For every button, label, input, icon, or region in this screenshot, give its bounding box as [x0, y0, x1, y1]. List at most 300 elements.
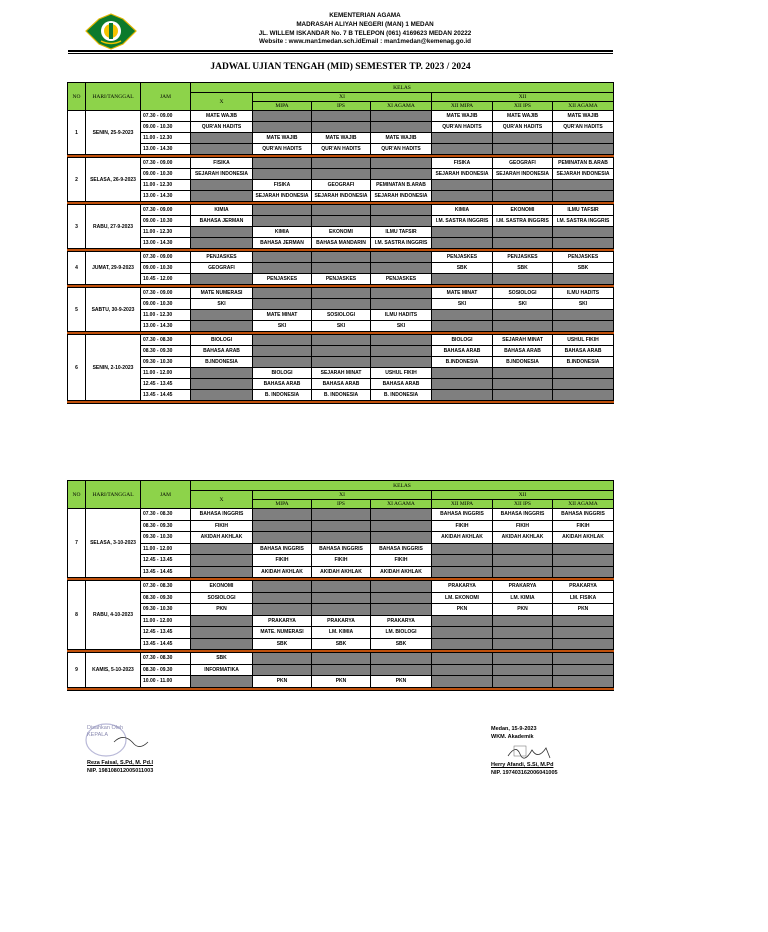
subject-cell — [253, 604, 312, 616]
subject-cell: I.M. SASTRA INGGRIS — [493, 216, 553, 227]
subject-cell — [191, 676, 253, 688]
subject-cell — [191, 238, 253, 249]
subject-cell — [253, 288, 312, 299]
subject-cell: QUR'AN HADITS — [493, 122, 553, 133]
subject-cell: PENJASKES — [493, 252, 553, 263]
subject-cell: BIOLOGI — [191, 335, 253, 346]
subject-cell: AKIDAH AKHLAK — [432, 532, 493, 544]
time-slot: 08.30 - 09.30 — [141, 664, 191, 676]
subject-cell — [312, 205, 371, 216]
subject-cell — [312, 532, 371, 544]
time-slot: 13.45 - 14.45 — [141, 390, 191, 401]
page-title: JADWAL UJIAN TENGAH (MID) SEMESTER TP. 2023 / 2024 — [210, 62, 471, 72]
table-row — [68, 543, 614, 555]
letterhead-rule-thick — [68, 50, 613, 52]
subject-cell: FIKIH — [191, 520, 253, 532]
subject-cell — [553, 615, 614, 627]
subject-cell: BAHASA ARAB — [553, 346, 614, 357]
subject-cell — [432, 238, 493, 249]
subject-cell: B. INDONESIA — [312, 390, 371, 401]
subject-cell: GEOGRAFI — [493, 158, 553, 169]
subject-cell — [371, 520, 432, 532]
subject-cell — [493, 368, 553, 379]
subject-cell — [493, 653, 553, 665]
subject-cell: B.INDONESIA — [553, 357, 614, 368]
subject-cell — [191, 543, 253, 555]
separator-bar — [68, 401, 614, 404]
subject-cell — [312, 335, 371, 346]
subject-cell — [432, 555, 493, 567]
subject-cell — [493, 627, 553, 639]
subject-cell — [312, 158, 371, 169]
subject-cell: MATE MINAT — [253, 310, 312, 321]
subject-cell — [371, 169, 432, 180]
subject-cell: FIKIH — [371, 555, 432, 567]
time-slot: 07.30 - 09.00 — [141, 158, 191, 169]
table-row — [68, 227, 614, 238]
subject-cell — [371, 532, 432, 544]
subject-cell — [312, 288, 371, 299]
signature-right — [491, 726, 558, 777]
day-number: 6 — [68, 335, 86, 401]
time-slot: 11.00 - 12.30 — [141, 180, 191, 191]
col-x: X — [191, 491, 253, 509]
day-date: SELASA, 26-9-2023 — [86, 158, 141, 202]
col-xi-agama: XI AGAMA — [371, 102, 432, 111]
col-no: NO — [68, 481, 86, 509]
day-number: 8 — [68, 581, 86, 650]
subject-cell: SEJARAH MINAT — [493, 335, 553, 346]
subject-cell — [553, 133, 614, 144]
day-number: 7 — [68, 509, 86, 578]
day-number: 2 — [68, 158, 86, 202]
table-row — [68, 288, 614, 299]
subject-cell: QUR'AN HADITS — [553, 122, 614, 133]
subject-cell: BAHASA ARAB — [191, 346, 253, 357]
subject-cell: BIOLOGI — [253, 368, 312, 379]
subject-cell: B. INDONESIA — [371, 390, 432, 401]
subject-cell — [553, 379, 614, 390]
time-slot: 07.30 - 08.30 — [141, 653, 191, 665]
subject-cell — [432, 566, 493, 578]
subject-cell: SKI — [253, 321, 312, 332]
subject-cell: MATE WAJIB — [432, 111, 493, 122]
subject-cell: FIKIH — [553, 520, 614, 532]
day-date: RABU, 4-10-2023 — [86, 581, 141, 650]
subject-cell — [432, 653, 493, 665]
subject-cell — [191, 368, 253, 379]
day-separator — [68, 687, 614, 690]
subject-cell — [553, 180, 614, 191]
day-date: KAMIS, 5-10-2023 — [86, 653, 141, 688]
table-row — [68, 653, 614, 665]
subject-cell: MATE WAJIB — [253, 133, 312, 144]
subject-cell — [371, 346, 432, 357]
subject-cell — [312, 592, 371, 604]
subject-cell — [253, 664, 312, 676]
subject-cell: MATE WAJIB — [312, 133, 371, 144]
subject-cell — [371, 205, 432, 216]
subject-cell: SKI — [371, 321, 432, 332]
time-slot: 12.45 - 13.45 — [141, 627, 191, 639]
subject-cell: B. INDONESIA — [253, 390, 312, 401]
time-slot: 09.30 - 10.30 — [141, 604, 191, 616]
subject-cell — [493, 615, 553, 627]
subject-cell — [493, 566, 553, 578]
table-row — [68, 509, 614, 521]
subject-cell — [191, 321, 253, 332]
time-slot: 13.45 - 14.45 — [141, 566, 191, 578]
subject-cell — [191, 144, 253, 155]
subject-cell — [553, 238, 614, 249]
table-row — [68, 111, 614, 122]
stamp-text: Disahkan Oleh KEPALA — [87, 725, 124, 738]
subject-cell: ILMU HADITS — [553, 288, 614, 299]
subject-cell: SEJARAH INDONESIA — [371, 191, 432, 202]
subject-cell: QUR'AN HADITS — [312, 144, 371, 155]
subject-cell: BAHASA MANDARIN — [312, 238, 371, 249]
subject-cell: PRAKARYA — [553, 581, 614, 593]
table-row — [68, 368, 614, 379]
subject-cell: KIMIA — [191, 205, 253, 216]
subject-cell: QUR'AN HADITS — [253, 144, 312, 155]
subject-cell: SKI — [553, 299, 614, 310]
subject-cell — [553, 144, 614, 155]
col-xii: XII — [432, 93, 614, 102]
subject-cell — [312, 346, 371, 357]
subject-cell — [493, 238, 553, 249]
subject-cell: SBK — [253, 638, 312, 650]
table-row — [68, 299, 614, 310]
table-row — [68, 346, 614, 357]
time-slot: 09.00 - 10.30 — [141, 299, 191, 310]
subject-cell — [371, 653, 432, 665]
subject-cell: PENJASKES — [312, 274, 371, 285]
subject-cell: BAHASA ARAB — [253, 379, 312, 390]
subject-cell: AKIDAH AKHLAK — [371, 566, 432, 578]
time-slot: 09.00 - 10.30 — [141, 263, 191, 274]
schedule-table-2 — [67, 480, 614, 691]
subject-cell: PRAKARYA — [371, 615, 432, 627]
subject-cell: SEJARAH INDONESIA — [312, 191, 371, 202]
time-slot: 09.00 - 10.30 — [141, 122, 191, 133]
subject-cell — [312, 122, 371, 133]
subject-cell: KIMIA — [432, 205, 493, 216]
subject-cell — [191, 180, 253, 191]
col-xii-mipa: XII MIPA — [432, 500, 493, 509]
subject-cell: SEJARAH MINAT — [312, 368, 371, 379]
subject-cell — [432, 227, 493, 238]
time-slot: 11.00 - 12.00 — [141, 368, 191, 379]
sign-place-date: Medan, 15-9-2023 — [491, 726, 537, 732]
subject-cell: SEJARAH INDONESIA — [553, 169, 614, 180]
time-slot: 10.45 - 12.00 — [141, 274, 191, 285]
table-row — [68, 555, 614, 567]
subject-cell: BAHASA INGGRIS — [253, 543, 312, 555]
subject-cell: USHUL FIKIH — [371, 368, 432, 379]
col-no: NO — [68, 83, 86, 111]
day-date: SENIN, 2-10-2023 — [86, 335, 141, 401]
time-slot: 11.00 - 12.00 — [141, 543, 191, 555]
time-slot: 09.30 - 10.30 — [141, 532, 191, 544]
subject-cell — [432, 638, 493, 650]
subject-cell — [553, 555, 614, 567]
subject-cell — [312, 216, 371, 227]
subject-cell — [191, 310, 253, 321]
subject-cell: MATE. NUMERASI — [253, 627, 312, 639]
col-xi-agama: XI AGAMA — [371, 500, 432, 509]
subject-cell: BAHASA INGGRIS — [432, 509, 493, 521]
subject-cell — [493, 274, 553, 285]
subject-cell — [312, 299, 371, 310]
subject-cell — [553, 310, 614, 321]
subject-cell — [432, 676, 493, 688]
col-hari: HARI/TANGGAL — [86, 83, 141, 111]
subject-cell: INFORMATIKA — [191, 664, 253, 676]
subject-cell — [191, 627, 253, 639]
subject-cell — [553, 321, 614, 332]
time-slot: 12.45 - 13.45 — [141, 379, 191, 390]
col-xii: XII — [432, 491, 614, 500]
time-slot: 10.00 - 11.00 — [141, 676, 191, 688]
subject-cell — [191, 638, 253, 650]
subject-cell: SKI — [312, 321, 371, 332]
subject-cell: BIOLOGI — [432, 335, 493, 346]
subject-cell — [253, 299, 312, 310]
table-row — [68, 357, 614, 368]
subject-cell — [371, 357, 432, 368]
col-hari: HARI/TANGGAL — [86, 481, 141, 509]
subject-cell — [432, 615, 493, 627]
day-separator — [68, 401, 614, 404]
subject-cell — [312, 252, 371, 263]
subject-cell: PENJASKES — [371, 274, 432, 285]
subject-cell: BAHASA INGGRIS — [371, 543, 432, 555]
subject-cell — [553, 638, 614, 650]
subject-cell: AKIDAH AKHLAK — [253, 566, 312, 578]
subject-cell: FIKIH — [432, 520, 493, 532]
time-slot: 09.30 - 10.30 — [141, 357, 191, 368]
subject-cell — [371, 158, 432, 169]
letterhead-rule-thin — [68, 53, 613, 54]
subject-cell — [371, 299, 432, 310]
separator-bar — [68, 687, 614, 690]
table-row — [68, 664, 614, 676]
subject-cell — [371, 581, 432, 593]
subject-cell — [253, 205, 312, 216]
subject-cell: MATE WAJIB — [553, 111, 614, 122]
subject-cell: EKONOMI — [312, 227, 371, 238]
table-row — [68, 144, 614, 155]
table-row — [68, 321, 614, 332]
time-slot: 13.45 - 14.45 — [141, 638, 191, 650]
subject-cell: B.INDONESIA — [432, 357, 493, 368]
subject-cell: PRAKARYA — [432, 581, 493, 593]
subject-cell: BAHASA JERMAN — [253, 238, 312, 249]
table-row — [68, 274, 614, 285]
day-date: SABTU, 30-9-2023 — [86, 288, 141, 332]
col-kelas: KELAS — [191, 481, 614, 491]
subject-cell: SOSIOLOGI — [312, 310, 371, 321]
subject-cell: ILMU HADITS — [371, 310, 432, 321]
subject-cell — [371, 288, 432, 299]
subject-cell: MATE MINAT — [432, 288, 493, 299]
subject-cell: I.M. SASTRA INGGRIS — [371, 238, 432, 249]
kemenag-logo — [83, 13, 139, 50]
subject-cell — [191, 555, 253, 567]
subject-cell — [493, 191, 553, 202]
subject-cell — [191, 227, 253, 238]
subject-cell: FIKIH — [312, 555, 371, 567]
subject-cell: PENJASKES — [253, 274, 312, 285]
subject-cell: MATE WAJIB — [191, 111, 253, 122]
subject-cell: BAHASA JERMAN — [191, 216, 253, 227]
subject-cell — [253, 122, 312, 133]
subject-cell — [553, 676, 614, 688]
subject-cell: FIKIH — [493, 520, 553, 532]
table-row — [68, 133, 614, 144]
subject-cell: AKIDAH AKHLAK — [493, 532, 553, 544]
subject-cell: SOSIOLOGI — [191, 592, 253, 604]
time-slot: 11.00 - 12.30 — [141, 227, 191, 238]
table-row — [68, 638, 614, 650]
time-slot: 07.30 - 08.30 — [141, 509, 191, 521]
subject-cell — [371, 592, 432, 604]
col-xi: XI — [253, 491, 432, 500]
subject-cell: PKN — [553, 604, 614, 616]
subject-cell — [432, 144, 493, 155]
subject-cell — [371, 335, 432, 346]
subject-cell: SEJARAH INDONESIA — [493, 169, 553, 180]
table-row — [68, 310, 614, 321]
time-slot: 13.00 - 14.30 — [141, 191, 191, 202]
subject-cell — [493, 310, 553, 321]
subject-cell: SEJARAH INDONESIA — [253, 191, 312, 202]
subject-cell: I.M. SASTRA INGGRIS — [432, 216, 493, 227]
subject-cell: SKI — [432, 299, 493, 310]
subject-cell — [253, 520, 312, 532]
time-slot: 13.00 - 14.30 — [141, 144, 191, 155]
table-row — [68, 676, 614, 688]
subject-cell: LM. BIOLOGI — [371, 627, 432, 639]
table-row — [68, 216, 614, 227]
table-row — [68, 263, 614, 274]
subject-cell — [312, 111, 371, 122]
subject-cell — [253, 216, 312, 227]
subject-cell: LM. KIMIA — [312, 627, 371, 639]
subject-cell — [432, 133, 493, 144]
subject-cell: BAHASA INGGRIS — [312, 543, 371, 555]
subject-cell — [253, 169, 312, 180]
subject-cell — [493, 180, 553, 191]
col-xi-mipa: MIPA — [253, 102, 312, 111]
subject-cell: I.M. SASTRA INGGRIS — [553, 216, 614, 227]
col-xii-mipa: XII MIPA — [432, 102, 493, 111]
subject-cell: FISIKA — [253, 180, 312, 191]
subject-cell: MATE WAJIB — [493, 111, 553, 122]
subject-cell — [493, 555, 553, 567]
subject-cell — [553, 390, 614, 401]
time-slot: 11.00 - 12.30 — [141, 133, 191, 144]
subject-cell: BAHASA ARAB — [493, 346, 553, 357]
subject-cell — [191, 133, 253, 144]
subject-cell — [493, 638, 553, 650]
subject-cell: PKN — [253, 676, 312, 688]
subject-cell: PRAKARYA — [253, 615, 312, 627]
subject-cell — [493, 664, 553, 676]
subject-cell — [553, 191, 614, 202]
subject-cell — [493, 379, 553, 390]
letterhead — [190, 12, 540, 47]
table-row — [68, 615, 614, 627]
subject-cell — [432, 368, 493, 379]
time-slot: 07.30 - 09.00 — [141, 205, 191, 216]
subject-cell — [432, 321, 493, 332]
time-slot: 12.45 - 13.45 — [141, 555, 191, 567]
subject-cell — [493, 227, 553, 238]
subject-cell: ILMU TAFSIR — [371, 227, 432, 238]
col-x: X — [191, 93, 253, 111]
subject-cell: PRAKARYA — [312, 615, 371, 627]
subject-cell — [253, 335, 312, 346]
subject-cell: SKI — [191, 299, 253, 310]
subject-cell — [253, 263, 312, 274]
subject-cell — [253, 252, 312, 263]
col-xi-ips: IPS — [312, 102, 371, 111]
subject-cell: QUR'AN HADITS — [191, 122, 253, 133]
subject-cell — [553, 664, 614, 676]
subject-cell: LM. KIMIA — [493, 592, 553, 604]
subject-cell: PKN — [432, 604, 493, 616]
sign-role: WKM. Akademik — [491, 733, 534, 740]
subject-cell — [312, 664, 371, 676]
subject-cell: PKN — [493, 604, 553, 616]
subject-cell — [493, 543, 553, 555]
subject-cell — [371, 111, 432, 122]
school-name: MADRASAH ALIYAH NEGERI (MAN) 1 MEDAN — [296, 20, 434, 28]
vice-principal-name: Herry Afandi, S.Si, M.Pd — [491, 762, 554, 768]
time-slot: 08.30 - 09.30 — [141, 520, 191, 532]
time-slot: 11.00 - 12.00 — [141, 615, 191, 627]
subject-cell: AKIDAH AKHLAK — [312, 566, 371, 578]
day-date: SENIN, 25-9-2023 — [86, 111, 141, 155]
subject-cell: SBK — [553, 263, 614, 274]
subject-cell: PENJASKES — [553, 252, 614, 263]
subject-cell — [553, 566, 614, 578]
subject-cell: SOSIOLOGI — [493, 288, 553, 299]
school-address: JL. WILLEM ISKANDAR No. 7 B TELEPON (061) 4169623 MEDAN 20222 — [258, 29, 472, 37]
subject-cell: SEJARAH INDONESIA — [191, 169, 253, 180]
col-xii-ips: XII IPS — [493, 102, 553, 111]
subject-cell — [432, 191, 493, 202]
subject-cell — [371, 664, 432, 676]
subject-cell — [312, 169, 371, 180]
time-slot: 07.30 - 09.00 — [141, 111, 191, 122]
table-row — [68, 379, 614, 390]
time-slot: 07.30 - 08.30 — [141, 581, 191, 593]
table-row — [68, 532, 614, 544]
subject-cell — [432, 180, 493, 191]
day-number: 3 — [68, 205, 86, 249]
subject-cell: PEMINATAN B.ARAB — [553, 158, 614, 169]
subject-cell: EKONOMI — [493, 205, 553, 216]
subject-cell: AKIDAH AKHLAK — [191, 532, 253, 544]
subject-cell — [191, 191, 253, 202]
subject-cell: SBK — [191, 653, 253, 665]
subject-cell — [191, 615, 253, 627]
subject-cell — [553, 627, 614, 639]
subject-cell — [493, 133, 553, 144]
